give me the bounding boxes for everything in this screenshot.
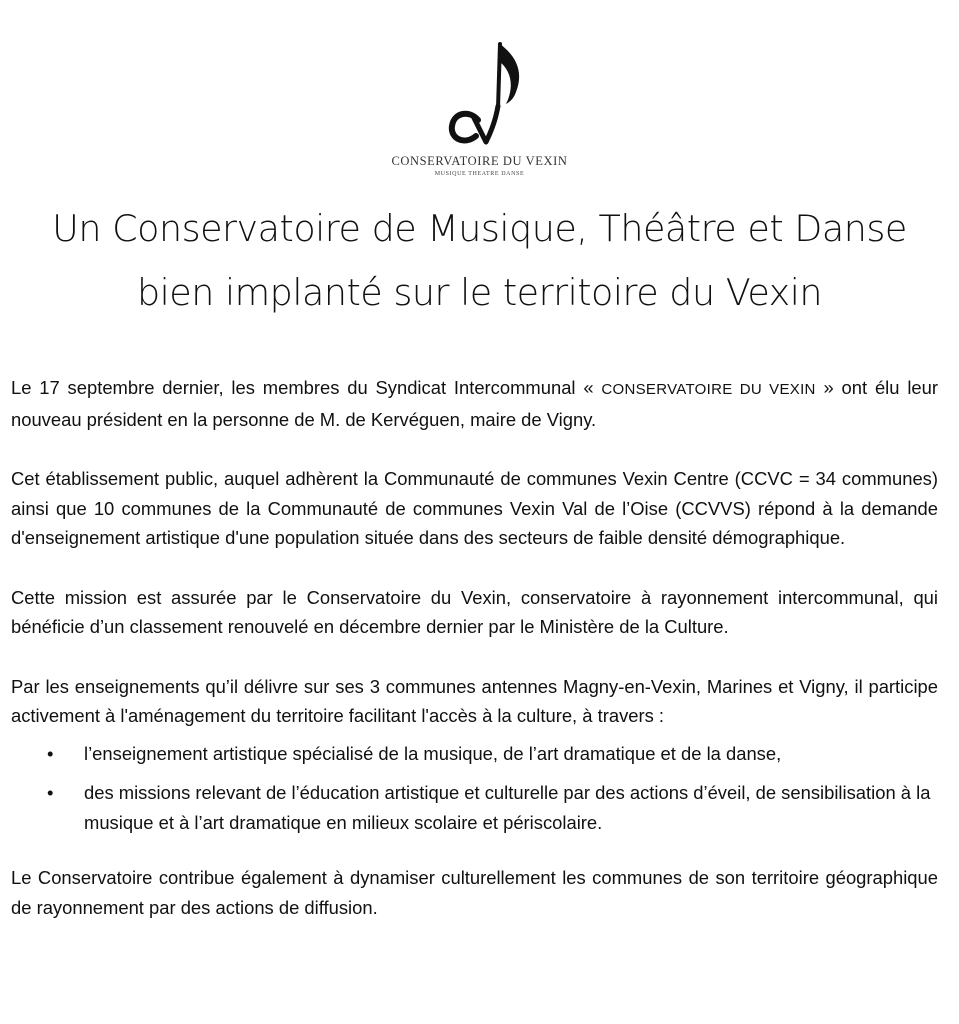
list-item-text: des missions relevant de l’éducation artistique et culturelle par des actions d’éveil, de sensibilisation à la musique et à l’art dramatique en milieux scolaire et périscolaire. [84, 782, 931, 833]
document-body [11, 373, 938, 922]
paragraph-3: Cette mission est assurée par le Conservatoire du Vexin, conservatoire à rayonnement intercommunal, qui bénéficie d’un classement renouvelé en décembre dernier par le Ministère de la Culture. [11, 586, 938, 637]
logo [0, 38, 959, 177]
bullet-icon: • [47, 742, 54, 764]
paragraph-5: Le Conservatoire contribue également à dynamiser culturellement les communes de son territoire géographique de rayonnement par des actions de diffusion. [11, 867, 938, 918]
conservatoire-logo-icon [420, 38, 540, 150]
paragraph-1 [11, 373, 938, 434]
paragraph-1-part-a: Le 17 septembre dernier, les membres du Syndicat Intercommunal « [11, 377, 602, 398]
logo-name: CONSERVATOIRE DU VEXIN [391, 154, 568, 168]
page-title [0, 197, 959, 325]
title-line-2: bien implanté sur le territoire du Vexin [136, 271, 823, 314]
logo-subtitle: MUSIQUE THEATRE DANSE [434, 171, 525, 177]
list-item [11, 778, 938, 837]
bullet-list [11, 739, 938, 838]
paragraph-4: Par les enseignements qu’il délivre sur ses 3 communes antennes Magny-en-Vexin, Marines et Vigny, il participe activement à l'aménagement du territoire facilitant l'accès à la culture, à travers : [11, 675, 938, 726]
bullet-icon: • [47, 782, 54, 803]
paragraph-1-part-b: » ont élu leur nouveau président en la personne de M. de Kervéguen, maire de Vigny. [11, 377, 938, 430]
list-item-text: l’enseignement artistique spécialisé de la musique, de l’art dramatique et de la danse, [84, 742, 782, 764]
syndicate-name: CONSERVATOIRE DU VEXIN [601, 381, 816, 398]
paragraph-2: Cet établissement public, auquel adhèrent la Communauté de communes Vexin Centre (CCVC = 34 communes) ainsi que 10 communes de la Communauté de communes Vexin Val de l’Oise (CCVVS) répond à la demande d'enseignement artistique d'une population située dans des secteurs de faible densité démographique. [11, 468, 938, 548]
title-line-1: Un Conservatoire de Musique, Théâtre et Danse [52, 207, 907, 250]
list-item [11, 739, 938, 769]
